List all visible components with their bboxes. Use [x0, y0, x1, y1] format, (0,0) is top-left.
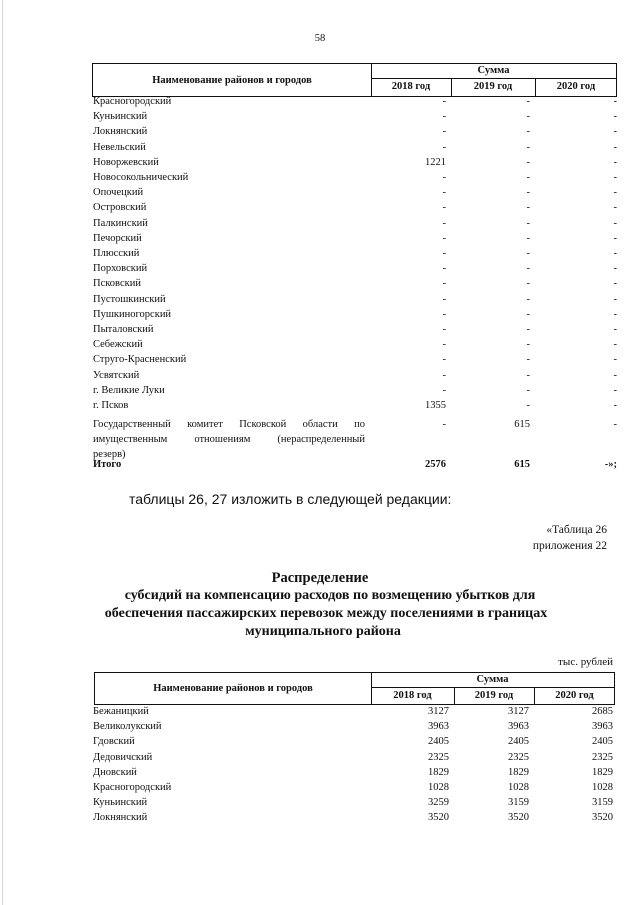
value-2020: -: [613, 354, 617, 366]
table-row: [92, 322, 617, 337]
instruction-text: таблицы 26, 27 изложить в следующей редакции:: [129, 491, 452, 507]
row-name: Гдовский: [93, 736, 135, 748]
row-name: Дновский: [93, 766, 137, 778]
row-name: Пушкиногорский: [93, 308, 172, 320]
table-row: [92, 795, 613, 810]
row-name: Псковский: [93, 278, 141, 290]
value-2018: -: [442, 141, 446, 153]
row-name: Невельский: [93, 141, 146, 153]
value-2019: 2325: [508, 751, 529, 763]
value-2020: -: [613, 111, 617, 123]
table-row: [92, 185, 617, 200]
committee-line-3: резерв): [93, 449, 126, 460]
value-2018: -: [442, 232, 446, 244]
value-2019: -: [526, 263, 530, 275]
row-name: Пустошкинский: [93, 293, 166, 305]
value-2019: -: [526, 400, 530, 412]
table-row: [92, 109, 617, 124]
value-2020: 2685: [592, 706, 613, 717]
value-2019: -: [526, 278, 530, 290]
value-2019: 3520: [508, 812, 529, 824]
table-row: [92, 734, 613, 749]
value-2019: -: [526, 308, 530, 320]
value-2018: -: [442, 248, 446, 260]
table-row: [92, 231, 617, 246]
row-name: Красногородский: [93, 96, 172, 107]
value-2018: -: [442, 339, 446, 351]
value-2018: 3963: [428, 721, 449, 733]
total-row: [92, 457, 617, 473]
row-name: Себежский: [93, 339, 143, 351]
table-row: [92, 140, 617, 155]
value-2018: -: [442, 278, 446, 290]
committee-2019: 615: [514, 419, 530, 430]
table2-header-year-2018: 2018 год: [371, 687, 455, 704]
table-ref-line-1: «Таблица 26: [546, 524, 607, 536]
value-2020: -: [613, 384, 617, 396]
value-2019: -: [526, 369, 530, 381]
table-row: [92, 200, 617, 215]
table-row: [92, 276, 617, 291]
row-name: Печорский: [93, 232, 142, 244]
table-row: [92, 780, 613, 795]
value-2018: 3259: [428, 797, 449, 809]
row-name: Палкинский: [93, 217, 148, 229]
table2-header-name: Наименование районов и городов: [95, 673, 372, 704]
table-row: [92, 337, 617, 352]
row-name: Новосокольнический: [93, 172, 189, 184]
table-row: [92, 810, 613, 825]
table-row: [92, 352, 617, 367]
table-row: [92, 124, 617, 139]
row-name: Плюсский: [93, 248, 140, 260]
units-label: тыс. рублей: [558, 656, 613, 668]
value-2020: -: [613, 217, 617, 229]
table1-header: [92, 63, 617, 97]
table-row: [92, 765, 613, 780]
value-2018: 1028: [428, 782, 449, 794]
value-2018: -: [442, 217, 446, 229]
value-2020: 1028: [592, 782, 613, 794]
value-2019: 3159: [508, 797, 529, 809]
title-line-2: субсидий на компенсацию расходов по возмещению убытков для: [124, 588, 536, 603]
value-2020: 3159: [592, 797, 613, 809]
row-name: Дедовичский: [93, 751, 153, 763]
value-2019: 2405: [508, 736, 529, 748]
value-2020: -: [613, 400, 617, 412]
committee-row: [92, 414, 617, 460]
value-2018: -: [442, 308, 446, 320]
row-name: г. Псков: [93, 400, 129, 412]
value-2020: -: [613, 339, 617, 351]
value-2018: -: [442, 263, 446, 275]
value-2019: -: [526, 293, 530, 305]
table-row: [92, 94, 617, 109]
table1-header-name: Наименование районов и городов: [93, 64, 372, 96]
value-2019: -: [526, 384, 530, 396]
row-name: Опочецкий: [93, 187, 144, 199]
value-2018: -: [442, 126, 446, 138]
row-name: Куньинский: [93, 797, 148, 809]
table-row: [92, 704, 613, 719]
value-2018: -: [442, 187, 446, 199]
row-name: Порховский: [93, 263, 148, 275]
scan-edge: [2, 0, 3, 905]
table-row: [92, 261, 617, 276]
value-2019: -: [526, 232, 530, 244]
table-row: [92, 170, 617, 185]
value-2018: -: [442, 96, 446, 107]
value-2019: -: [526, 172, 530, 184]
table2-header-year-2020: 2020 год: [555, 690, 594, 701]
table-row: [92, 155, 617, 170]
table-row: [92, 719, 613, 734]
row-name: Куньинский: [93, 111, 148, 123]
value-2020: -: [613, 172, 617, 184]
value-2019: -: [526, 217, 530, 229]
table1: [92, 94, 617, 413]
committee-line-1: Государственный комитет Псковской области по: [93, 419, 365, 430]
table-row: [92, 292, 617, 307]
value-2018: 2405: [428, 736, 449, 748]
value-2019: -: [526, 111, 530, 123]
committee-2018: -: [442, 419, 446, 430]
total-2020: -»;: [604, 459, 617, 470]
title-line-4: муниципального района: [245, 624, 401, 639]
table1-header-year-2020: 2020 год: [556, 81, 596, 92]
value-2018: 1829: [428, 766, 449, 778]
value-2020: -: [613, 369, 617, 381]
value-2020: 2325: [592, 751, 613, 763]
table-row: [92, 383, 617, 398]
row-name: Великолукский: [93, 721, 162, 733]
committee-line-2: имущественным отношениям (нераспределенный: [93, 434, 365, 445]
row-name: Новоржевский: [93, 156, 159, 168]
title-line-3: обеспечения пассажирских перевозок между поселениями в границах: [104, 606, 548, 621]
value-2019: -: [526, 141, 530, 153]
value-2018: -: [442, 369, 446, 381]
table2-header-sum: Сумма: [371, 673, 614, 688]
row-name: Островский: [93, 202, 147, 214]
table-row: [92, 307, 617, 322]
table2: [92, 704, 613, 826]
table2-header: [94, 672, 615, 705]
value-2020: -: [613, 248, 617, 260]
value-2018: 1221: [425, 156, 446, 168]
table-row: [92, 750, 613, 765]
row-name: Струго-Красненский: [93, 354, 187, 366]
value-2018: 1355: [425, 400, 446, 412]
value-2018: 3520: [428, 812, 449, 824]
row-name: Красногородский: [93, 782, 172, 794]
table1-header-year-2019: 2019 год: [451, 78, 536, 96]
value-2020: -: [613, 141, 617, 153]
value-2018: -: [442, 354, 446, 366]
value-2019: -: [526, 202, 530, 214]
row-name: Локнянский: [93, 812, 148, 824]
value-2019: 3963: [508, 721, 529, 733]
value-2020: -: [613, 187, 617, 199]
table2-header-year-2019: 2019 год: [454, 687, 535, 704]
total-2018: 2576: [425, 459, 446, 470]
value-2018: -: [442, 324, 446, 336]
value-2020: -: [613, 293, 617, 305]
value-2019: 1028: [508, 782, 529, 794]
value-2020: -: [613, 324, 617, 336]
table-row: [92, 216, 617, 231]
value-2019: -: [526, 324, 530, 336]
value-2018: -: [442, 172, 446, 184]
table-row: [92, 246, 617, 261]
value-2018: -: [442, 384, 446, 396]
value-2019: -: [526, 339, 530, 351]
row-name: Усвятский: [93, 369, 140, 381]
value-2020: 3520: [592, 812, 613, 824]
value-2020: -: [613, 232, 617, 244]
total-label: Итого: [93, 459, 122, 470]
value-2019: 3127: [508, 706, 529, 717]
value-2019: -: [526, 96, 530, 107]
value-2020: -: [613, 308, 617, 320]
value-2019: -: [526, 156, 530, 168]
value-2018: 2325: [428, 751, 449, 763]
value-2018: 3127: [428, 706, 449, 717]
value-2018: -: [442, 293, 446, 305]
value-2020: -: [613, 278, 617, 290]
table-row: [92, 368, 617, 383]
value-2018: -: [442, 202, 446, 214]
value-2020: -: [613, 263, 617, 275]
table1-header-sum: Сумма: [371, 64, 616, 79]
value-2020: -: [613, 202, 617, 214]
table-row: [92, 398, 617, 413]
total-2019: 615: [514, 459, 530, 470]
value-2020: 2405: [592, 736, 613, 748]
table1-header-year-2018: 2018 год: [371, 78, 452, 96]
value-2020: -: [613, 96, 617, 107]
row-name: г. Великие Луки: [93, 384, 165, 396]
value-2020: -: [613, 156, 617, 168]
committee-2020: -: [613, 419, 617, 430]
value-2019: -: [526, 187, 530, 199]
row-name: Пыталовский: [93, 324, 154, 336]
value-2020: 3963: [592, 721, 613, 733]
row-name: Бежаницкий: [93, 706, 149, 717]
table-ref-line-2: приложения 22: [532, 540, 607, 552]
page-number: 58: [314, 33, 326, 44]
value-2020: -: [613, 126, 617, 138]
value-2019: -: [526, 126, 530, 138]
value-2019: 1829: [508, 766, 529, 778]
value-2018: -: [442, 111, 446, 123]
value-2019: -: [526, 248, 530, 260]
row-name: Локнянский: [93, 126, 148, 138]
value-2020: 1829: [592, 766, 613, 778]
value-2019: -: [526, 354, 530, 366]
title-line-1: Распределение: [271, 570, 369, 586]
